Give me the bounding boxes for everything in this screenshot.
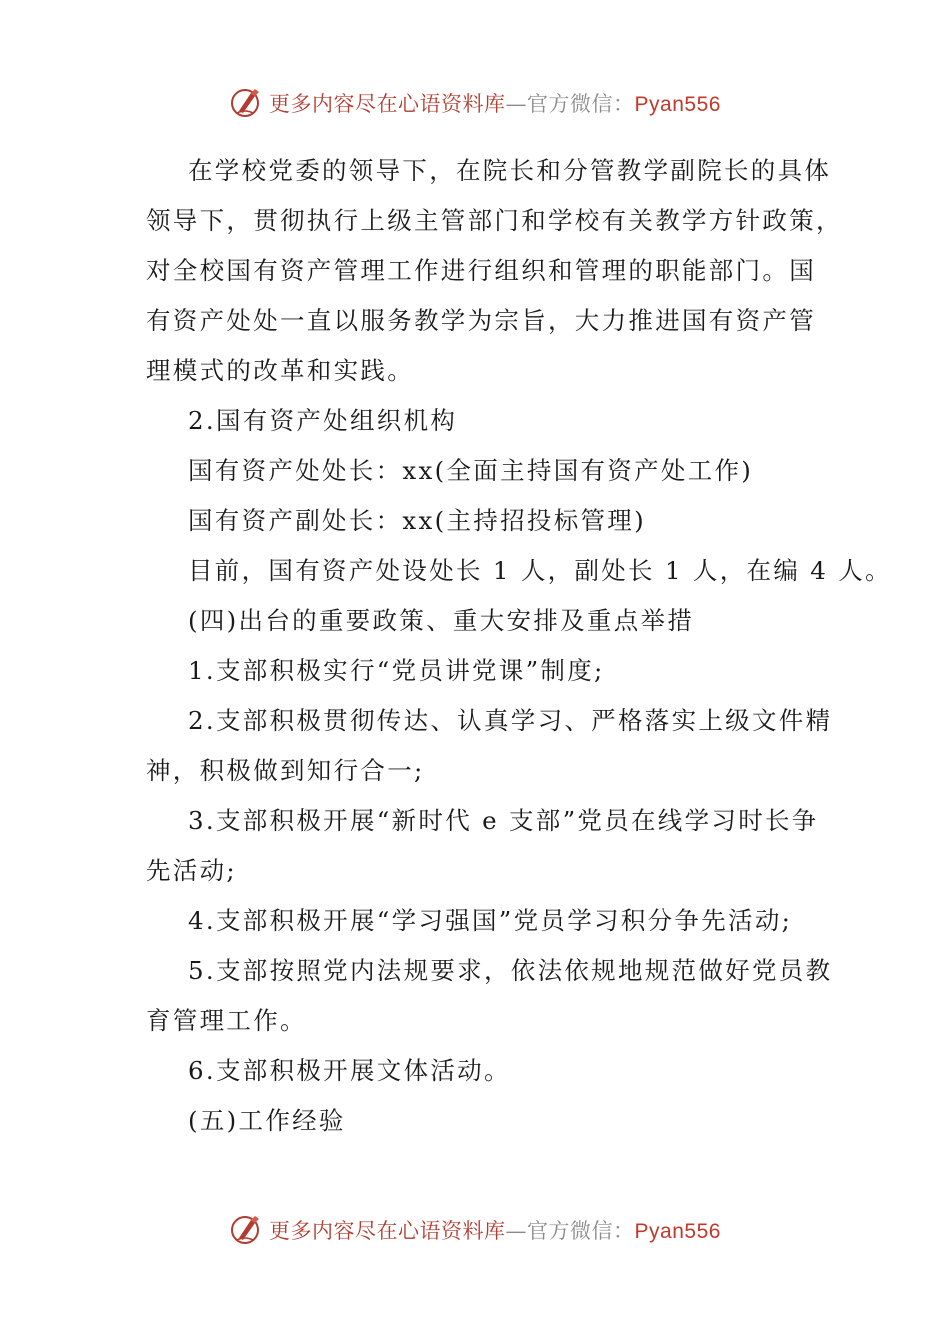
watermark-brand: 更多内容尽在心语资料库 [269,1219,506,1243]
text-line: 对全校国有资产管理工作进行组织和管理的职能部门。国 [146,256,816,285]
watermark-text [269,88,721,118]
text-line: 领导下，贯彻执行上级主管部门和学校有关教学方针政策， [146,206,843,235]
text-line: 6.支部积极开展文体活动。 [188,1056,511,1085]
document-body [146,146,892,1146]
text-line: 有资产处处一直以服务教学为宗旨，大力推进国有资产管 [146,306,816,335]
header-watermark [0,83,950,123]
text-line: 国有资产处处长：xx(全面主持国有资产处工作) [188,456,754,485]
text-line: 神，积极做到知行合一; [146,756,425,785]
watermark-brand: 更多内容尽在心语资料库 [269,92,506,116]
text-line: (五)工作经验 [188,1106,346,1135]
text-line: 先活动; [146,856,237,885]
watermark-label: 官方微信： [527,1219,635,1243]
text-line: 在学校党委的领导下，在院长和分管教学副院长的具体 [188,156,832,185]
text-line: 3.支部积极开展“新时代 e 支部”党员在线学习时长争 [188,806,819,835]
text-line: 5.支部按照党内法规要求，依法依规地规范做好党员教 [188,956,833,985]
text-line: (四)出台的重要政策、重大安排及重点举措 [188,606,695,635]
watermark-handle: Pyan556 [634,1220,721,1243]
text-line: 育管理工作。 [146,1006,307,1035]
text-line: 1.支部积极实行“党员讲党课”制度; [188,656,605,685]
watermark-text [269,1215,721,1245]
text-line: 理模式的改革和实践。 [146,356,414,385]
text-line: 2.支部积极贯彻传达、认真学习、严格落实上级文件精 [188,706,833,735]
text-line: 目前，国有资产处设处长 1 人，副处长 1 人，在编 4 人。 [188,556,892,585]
watermark-label: 官方微信： [527,92,635,116]
pen-logo-icon [229,85,265,121]
watermark-separator: — [505,1219,528,1243]
text-line: 2.国有资产处组织机构 [188,406,458,435]
text-line: 国有资产副处长：xx(主持招投标管理) [188,506,646,535]
pen-logo-icon [229,1212,265,1248]
footer-watermark [0,1210,950,1250]
text-line: 4.支部积极开展“学习强国”党员学习积分争先活动; [188,906,793,935]
watermark-handle: Pyan556 [634,93,721,116]
watermark-separator: — [505,92,528,116]
